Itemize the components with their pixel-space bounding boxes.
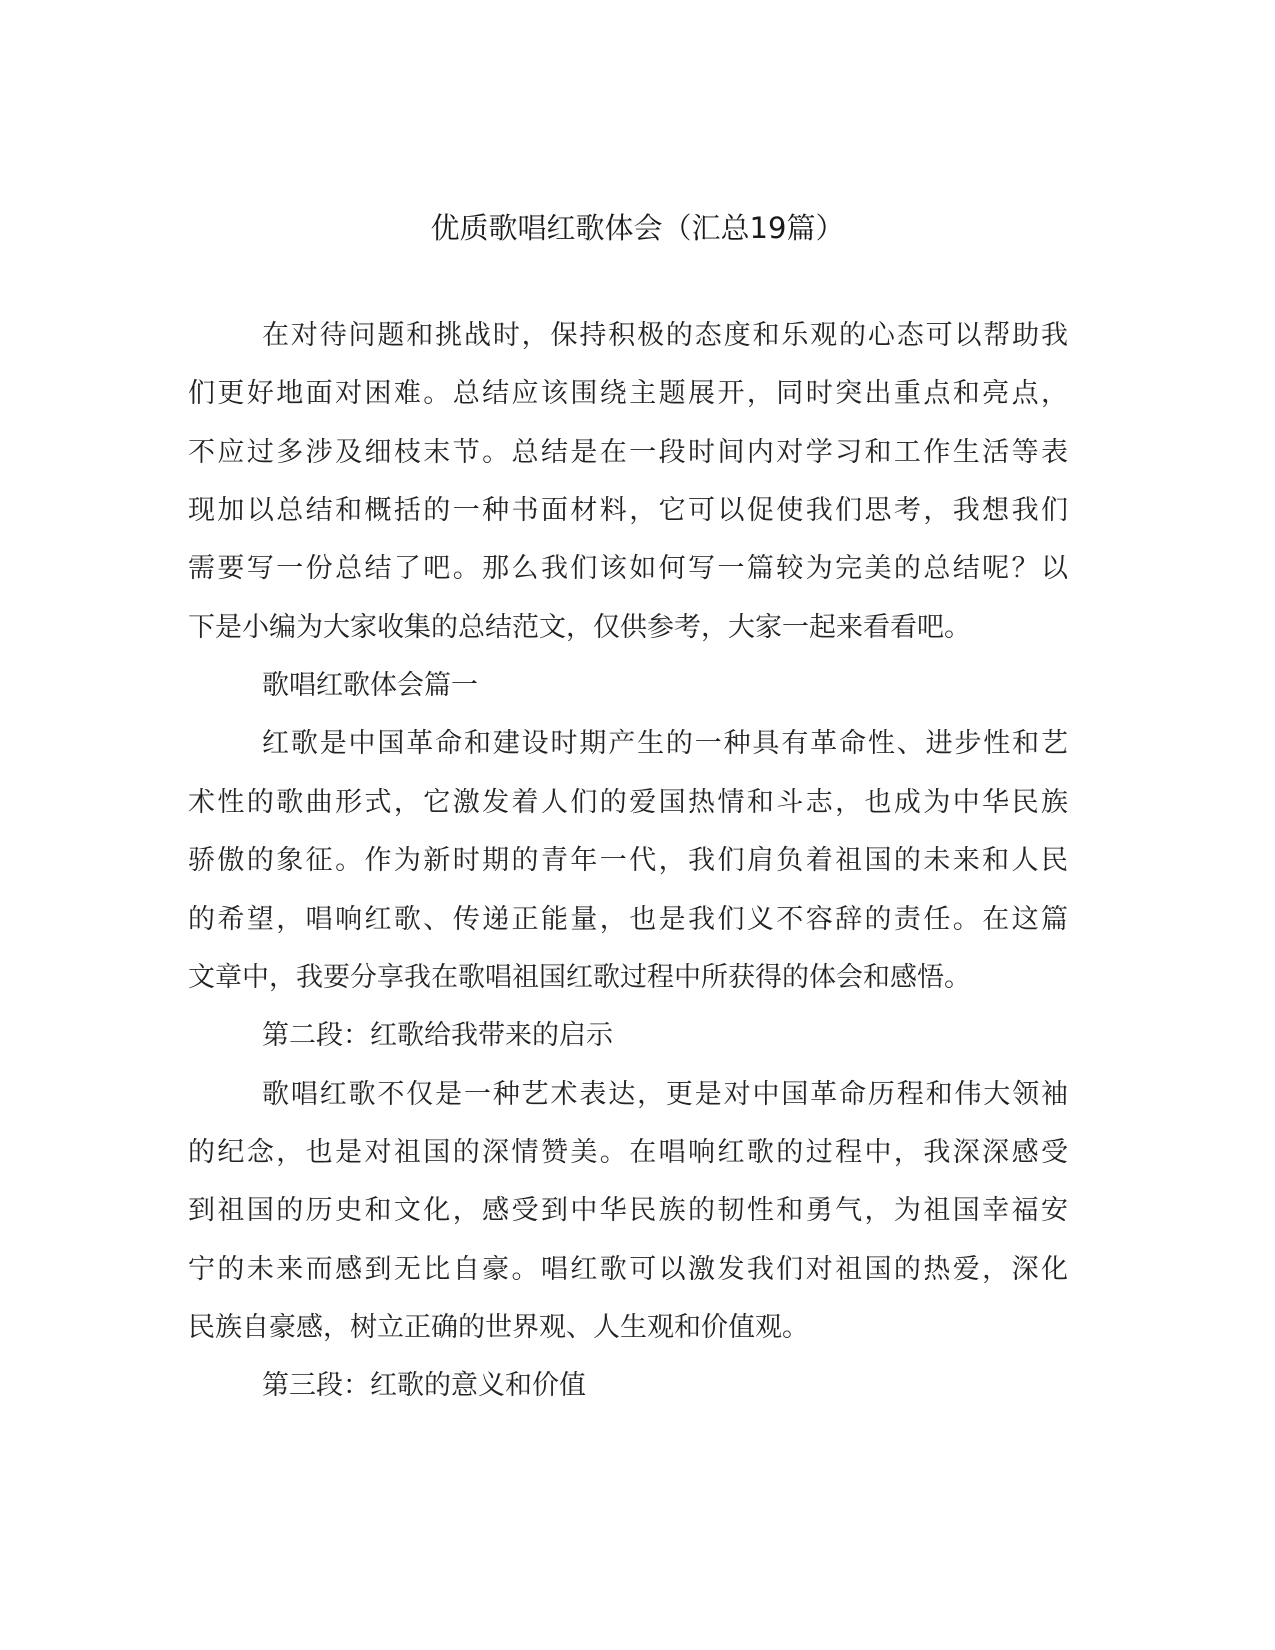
section-heading: 歌唱红歌体会篇一 [262, 670, 478, 701]
paragraph-line: 文章中，我要分享我在歌唱祖国红歌过程中所获得的体会和感悟。 [188, 962, 971, 993]
paragraph-line: 需要写一份总结了吧。那么我们该如何写一篇较为完美的总结呢？以 [188, 553, 1068, 584]
paragraph-line: 术性的歌曲形式，它激发着人们的爱国热情和斗志，也成为中华民族 [188, 787, 1068, 818]
paragraph-line: 在对待问题和挑战时，保持积极的态度和乐观的心态可以帮助我 [262, 320, 1068, 351]
paragraph-line: 不应过多涉及细枝末节。总结是在一段时间内对学习和工作生活等表 [188, 437, 1068, 468]
paragraph-line: 的希望，唱响红歌、传递正能量，也是我们义不容辞的责任。在这篇 [188, 904, 1068, 935]
paragraph-line: 宁的未来而感到无比自豪。唱红歌可以激发我们对祖国的热爱，深化 [188, 1254, 1068, 1285]
paragraph-line: 民族自豪感，树立正确的世界观、人生观和价值观。 [188, 1312, 809, 1343]
paragraph-line: 歌唱红歌不仅是一种艺术表达，更是对中国革命历程和伟大领袖 [262, 1079, 1068, 1110]
paragraph-line: 下是小编为大家收集的总结范文，仅供参考，大家一起来看看吧。 [188, 612, 971, 643]
paragraph-line: 的纪念，也是对祖国的深情赞美。在唱响红歌的过程中，我深深感受 [188, 1137, 1068, 1168]
paragraph-line: 红歌是中国革命和建设时期产生的一种具有革命性、进步性和艺 [262, 728, 1068, 759]
paragraph-line: 们更好地面对困难。总结应该围绕主题展开，同时突出重点和亮点， [188, 378, 1068, 409]
paragraph-line: 骄傲的象征。作为新时期的青年一代，我们肩负着祖国的未来和人民 [188, 845, 1068, 876]
paragraph-line: 现加以总结和概括的一种书面材料，它可以促使我们思考，我想我们 [188, 495, 1068, 526]
section-heading: 第三段：红歌的意义和价值 [262, 1370, 586, 1401]
document-title: 优质歌唱红歌体会（汇总19篇） [430, 211, 845, 245]
paragraph-line: 到祖国的历史和文化，感受到中华民族的韧性和勇气，为祖国幸福安 [188, 1195, 1068, 1226]
section-heading: 第二段：红歌给我带来的启示 [262, 1020, 613, 1051]
